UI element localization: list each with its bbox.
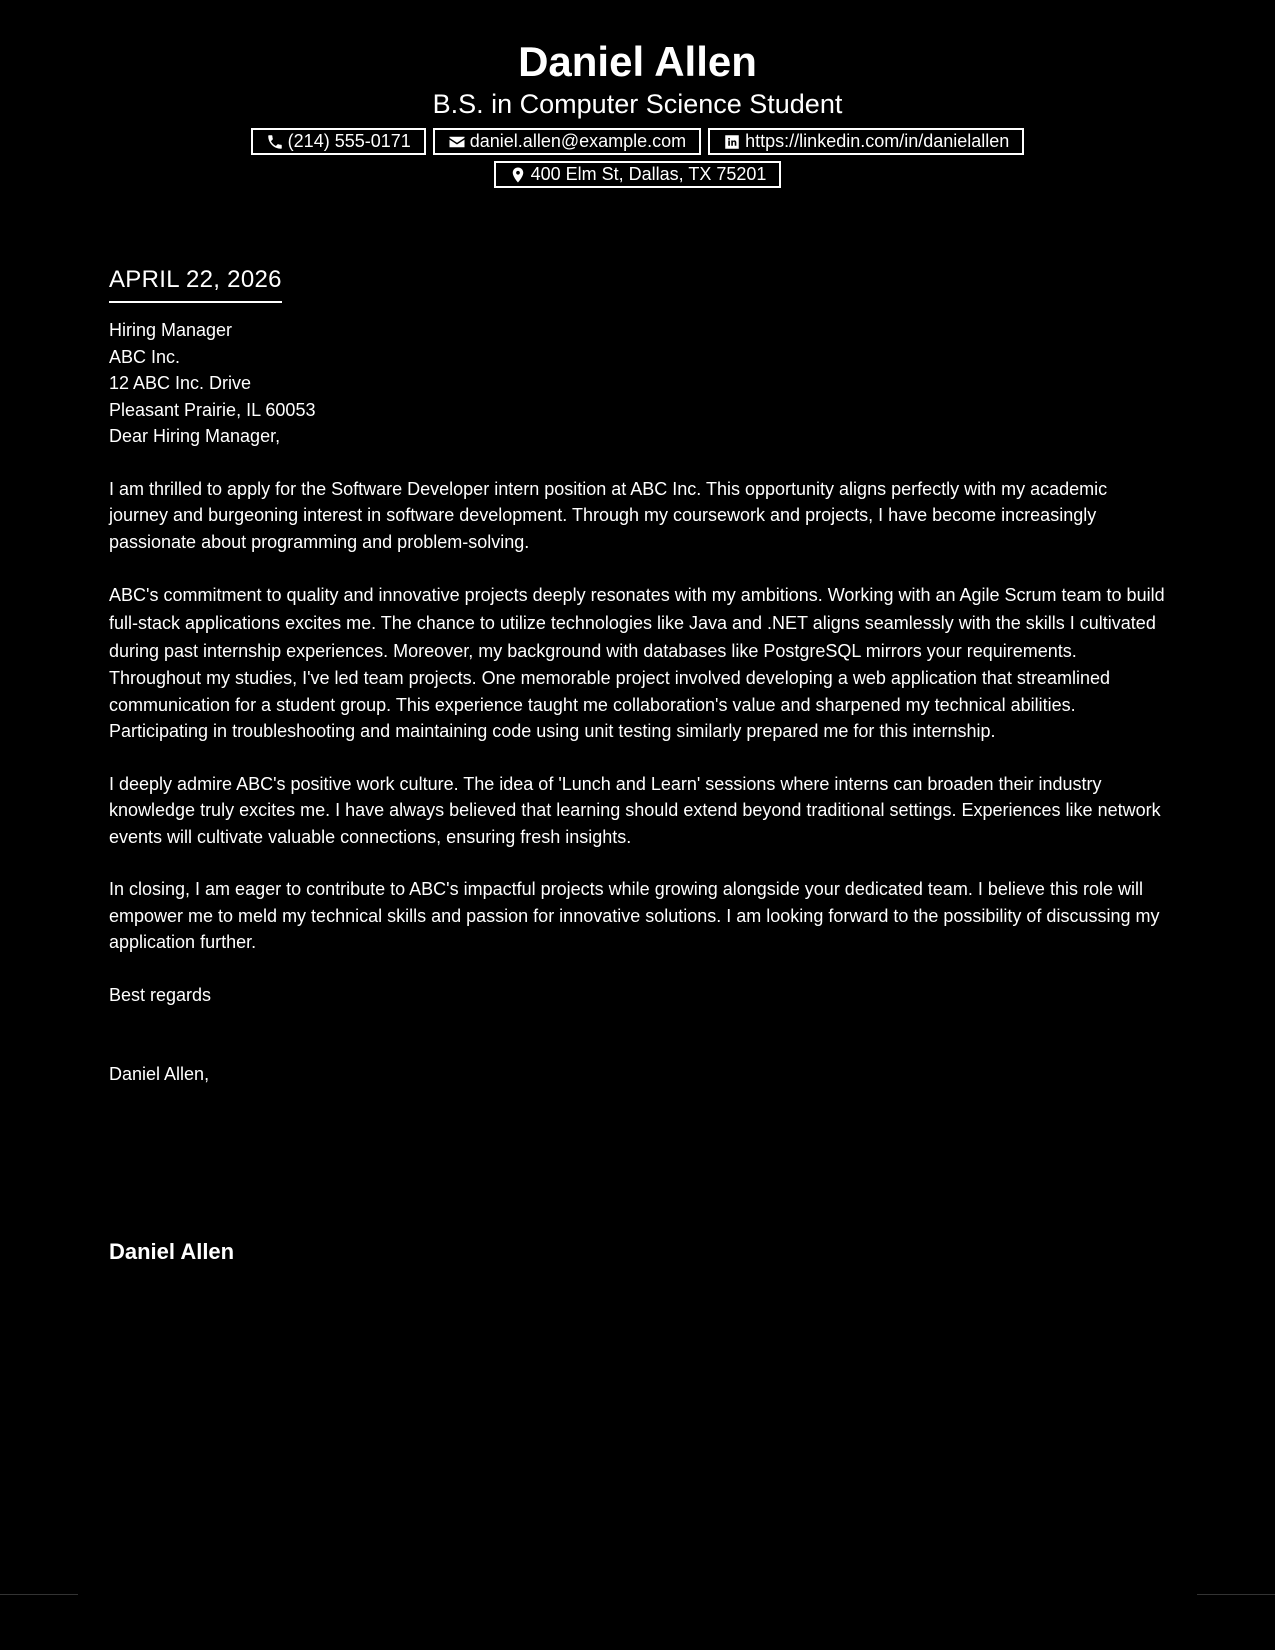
letter-date: APRIL 22, 2026 — [109, 264, 282, 303]
letter-body — [109, 264, 1169, 1088]
paragraph-4: I deeply admire ABC's positive work culture. The idea of 'Lunch and Learn' sessions where interns can broaden their industry knowledge truly excites me. I have always believed that learning should extend beyond traditional settings. Experiences like network events will cultivate valuable connections, ensuring fresh insights. — [109, 773, 1161, 847]
linkedin-text: https://linkedin.com/in/danielallen — [745, 131, 1010, 151]
recipient-street: 12 ABC Inc. Drive — [109, 373, 252, 393]
applicant-name: Daniel Allen — [518, 38, 757, 85]
paragraph-2: ABC's commitment to quality and innovative projects deeply resonates with my ambitions. Working with an Agile Scrum team to build full-stack applications excites me. The chance to utilize technologies like Java and .NET aligns seamlessly with the skills I cultivated during past internship experiences. Moreover, my background with databases like PostgreSQL mirrors your requirements. — [109, 585, 1165, 661]
recipient-block — [109, 317, 1169, 423]
phone-text: (214) 555-0171 — [287, 131, 411, 151]
applicant-title: B.S. in Computer Science Student — [432, 89, 843, 119]
email-text: daniel.allen@example.com — [469, 131, 687, 151]
footer-divider-right — [1197, 1594, 1275, 1595]
recipient-company: ABC Inc. — [109, 346, 181, 367]
address-chip — [494, 161, 782, 188]
paragraph-5: In closing, I am eager to contribute to ABC's impactful projects while growing alongside your dedicated team. I believe this role will empower me to meld my technical skills and passion for innovative solutions. I am looking forward to the possibility of discussing my application further. — [109, 879, 1160, 952]
salutation: Dear Hiring Manager, — [109, 426, 281, 446]
map-marker-icon — [509, 166, 527, 184]
closing: Best regards — [109, 984, 212, 1005]
paragraph-1: I am thrilled to apply for the Software Developer intern position at ABC Inc. This opportunity aligns perfectly with my academic journey and burgeoning interest in software development. Through my coursework and projects, I have become increasingly passionate about programming and problem-solving. — [109, 478, 1108, 552]
signature: Daniel Allen — [109, 1239, 235, 1264]
letter-header — [0, 36, 1275, 194]
linkedin-icon — [723, 133, 741, 151]
envelope-icon — [448, 133, 466, 151]
footer-divider-left — [0, 1594, 78, 1595]
address-text: 400 Elm St, Dallas, TX 75201 — [530, 164, 767, 184]
closing-name: Daniel Allen, — [109, 1064, 210, 1084]
email-chip[interactable] — [433, 128, 701, 155]
contact-row — [0, 128, 1275, 155]
paragraph-3: Throughout my studies, I've led team projects. One memorable project involved developing a web application that streamlined communication for a student group. This experience taught me collaboration's value and sharpened my technical abilities. Participating in troubleshooting and maintaining code using unit testing similarly prepared me for this internship. — [109, 668, 1110, 741]
phone-chip[interactable] — [251, 128, 426, 155]
phone-icon — [266, 133, 284, 151]
recipient-city: Pleasant Prairie, IL 60053 — [109, 399, 316, 420]
recipient-name: Hiring Manager — [109, 320, 233, 340]
linkedin-chip[interactable] — [708, 128, 1024, 155]
contact-row-2 — [0, 161, 1275, 188]
